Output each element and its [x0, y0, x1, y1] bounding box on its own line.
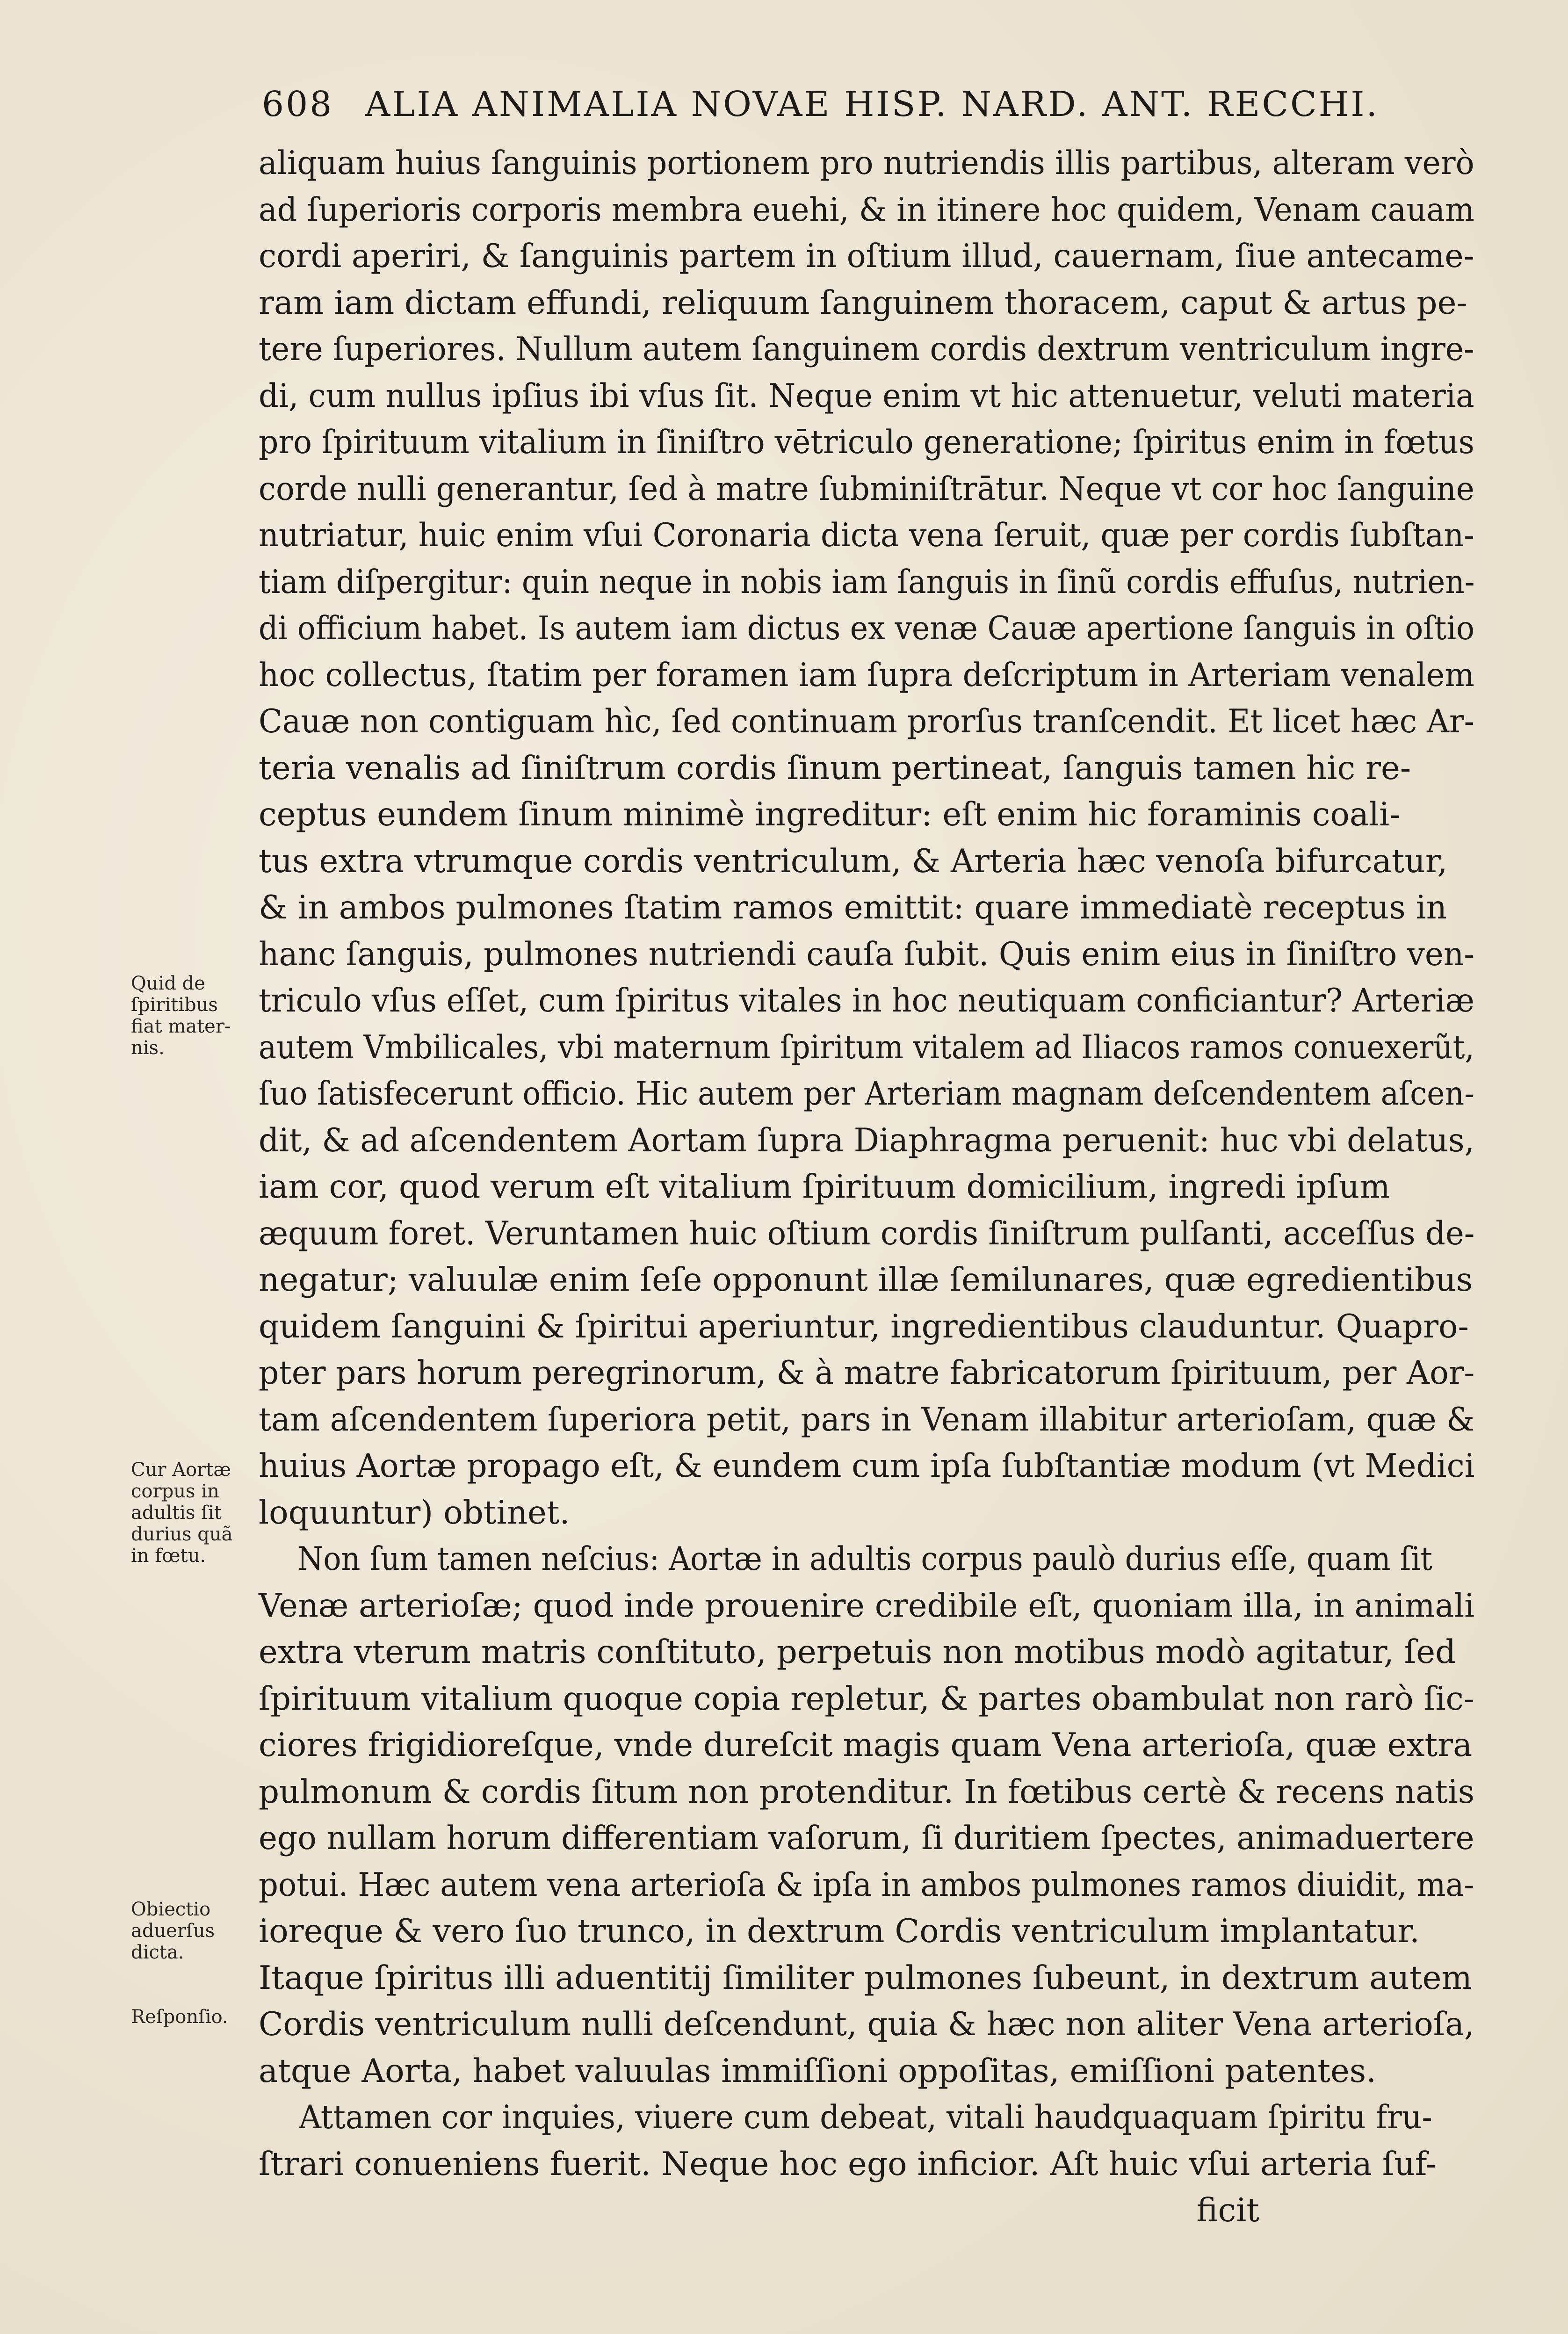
text-line: corde nulli generantur, ſed à matre ſubminiſtrātur. Neque vt cor hoc ſanguine [259, 470, 1474, 508]
margin-note-line: aduerſus [131, 1920, 215, 1942]
text-line: triculo vſus eſſet, cum ſpiritus vitales in hoc neutiquam conficiantur? Arteriæ [259, 982, 1474, 1019]
text-line: Venæ arterioſæ; quod inde prouenire credibile eſt, quoniam illa, in animali [259, 1587, 1475, 1625]
text-line: tam aſcendentem ſuperiora petit, pars in Venam illabitur arterioſam, quæ & [259, 1401, 1475, 1438]
margin-note-line: durius quã [131, 1524, 233, 1545]
margin-note-line: corpus in [131, 1481, 219, 1502]
text-line: Cordis ventriculum nulli deſcendunt, quia & hæc non aliter Vena arterioſa, [259, 2006, 1474, 2043]
page-number: 608 [262, 84, 334, 124]
body-text [259, 140, 1474, 2234]
text-line: di officium habet. Is autem iam dictus ex venæ Cauæ apertione ſanguis in oſtio [259, 610, 1475, 647]
text-line: loquuntur) obtinet. [259, 1494, 570, 1532]
text-line: pro ſpirituum vitalium in ſiniſtro vētriculo generatione; ſpiritus enim in fœtus [259, 424, 1474, 461]
margin-note-line: dicta. [131, 1942, 184, 1963]
margin-note-line: Cur Aortæ [131, 1459, 231, 1481]
text-line: autem Vmbilicales, vbi maternum ſpiritum vitalem ad Iliacos ramos conuexerũt, [259, 1028, 1474, 1066]
text-line: tiam diſpergitur: quin neque in nobis iam ſanguis in ſinũ cordis effuſus, nutrien- [259, 563, 1475, 601]
text-line: pulmonum & cordis ſitum non protenditur. In fœtibus certè & recens natis [259, 1773, 1475, 1811]
margin-note-obiectio [131, 1899, 253, 1963]
text-line: & in ambos pulmones ſtatim ramos emittit: quare immediatè receptus in [259, 889, 1447, 926]
text-line: tus extra vtrumque cordis ventriculum, & Arteria hæc venoſa bifurcatur, [259, 842, 1448, 880]
margin-note-cur-aortae [131, 1459, 253, 1567]
text-line: potui. Hæc autem vena arterioſa & ipſa in ambos pulmones ramos diuidit, ma- [259, 1866, 1474, 1904]
text-line: atque Aorta, habet valuulas immiſſioni oppoſitas, emiſſioni patentes. [259, 2052, 1377, 2090]
text-line: ſpirituum vitalium quoque copia repletur, & partes obambulat non rarò ſic- [259, 1680, 1474, 1718]
running-header [262, 84, 1422, 124]
text-line: æquum foret. Veruntamen huic oſtium cordis ſiniſtrum pulſanti, acceſſus de- [259, 1214, 1475, 1252]
margin-note-line: Quid de [131, 973, 205, 994]
text-line: hoc collectus, ſtatim per foramen iam ſupra deſcriptum in Arteriam venalem [259, 656, 1474, 694]
margin-note-responsio [131, 2006, 253, 2028]
text-line: extra vterum matris conſtituto, perpetuis non motibus modò agitatur, ſed [259, 1633, 1456, 1671]
text-line: quidem ſanguini & ſpiritui aperiuntur, ingredientibus clauduntur. Quapro- [259, 1308, 1469, 1345]
text-line: negatur; valuulæ enim ſeſe opponunt illæ ſemilunares, quæ egredientibus [259, 1261, 1473, 1299]
text-line: dit, & ad aſcendentem Aortam ſupra Diaphragma peruenit: huc vbi delatus, [259, 1121, 1475, 1159]
text-line: hanc ſanguis, pulmones nutriendi cauſa ſubit. Quis enim eius in ſiniſtro ven- [259, 935, 1475, 973]
text-line: pter pars horum peregrinorum, & à matre fabricatorum ſpirituum, per Aor- [259, 1354, 1475, 1392]
text-line: Non ſum tamen neſcius: Aortæ in adultis corpus paulò durius eſſe, quam ſit [297, 1540, 1433, 1578]
text-line: cordi aperiri, & ſanguinis partem in oſtium illud, cauernam, ſiue antecame- [259, 238, 1474, 275]
text-line: nutriatur, huic enim vſui Coronaria dicta vena ſeruit, quæ per cordis ſubſtan- [259, 517, 1474, 554]
text-line: huius Aortæ propago eſt, & eundem cum ipſa ſubſtantiæ modum (vt Medici [259, 1447, 1475, 1485]
text-line: ego nullam horum differentiam vaſorum, ſi duritiem ſpectes, animaduertere [259, 1820, 1474, 1857]
margin-note-line: in fœtu. [131, 1545, 206, 1567]
text-line: teria venalis ad ſiniſtrum cordis ſinum pertineat, ſanguis tamen hic re- [259, 749, 1411, 787]
margin-note-line: Reſponſio. [131, 2006, 228, 2028]
text-line: Attamen cor inquies, viuere cum debeat, vitali haudquaquam ſpiritu fru- [299, 2099, 1432, 2136]
running-title: ALIA ANIMALIA NOVAE HISP. NARD. ANT. RECCHI. [365, 84, 1379, 124]
text-line: tere ſuperiores. Nullum autem ſanguinem cordis dextrum ventriculum ingre- [259, 331, 1474, 368]
text-line: Itaque ſpiritus illi aduentitij ſimiliter pulmones ſubeunt, in dextrum autem [259, 1959, 1472, 1997]
margin-note-line: fiat mater- [131, 1016, 231, 1037]
catchword: ficit [1196, 2192, 1259, 2229]
text-line: di, cum nullus ipſius ibi vſus ſit. Neque enim vt hic attenuetur, veluti materia [259, 377, 1474, 415]
text-line: ſtrari conueniens fuerit. Neque hoc ego inficior. Aſt huic vſui arteria ſuf- [259, 2145, 1437, 2183]
text-line: iam cor, quod verum eſt vitalium ſpirituum domicilium, ingredi ipſum [259, 1168, 1390, 1206]
text-line: ceptus eundem ſinum minimè ingreditur: eſt enim hic foraminis coali- [259, 796, 1401, 833]
text-line: Cauæ non contiguam hìc, ſed continuam prorſus tranſcendit. Et licet hæc Ar- [259, 703, 1475, 740]
margin-note-line: adultis ſit [131, 1502, 222, 1524]
margin-note-line: ſpiritibus [131, 994, 218, 1016]
text-line: ram iam dictam effundi, reliquum ſanguinem thoracem, caput & artus pe- [259, 284, 1467, 322]
margin-note-line: Obiectio [131, 1899, 211, 1920]
text-line: ſuo ſatisfecerunt officio. Hic autem per Arteriam magnam deſcendentem aſcen- [259, 1075, 1474, 1113]
text-line: ciores frigidioreſque, vnde dureſcit magis quam Vena arterioſa, quæ extra [259, 1727, 1473, 1764]
text-line: ioreque & vero ſuo trunco, in dextrum Cordis ventriculum implantatur. [259, 1913, 1420, 1950]
margin-note-line: nis. [131, 1037, 165, 1059]
text-line: ad ſuperioris corporis membra euehi, & in itinere hoc quidem, Venam cauam [259, 191, 1475, 229]
text-line: aliquam huius ſanguinis portionem pro nutriendis illis partibus, alteram verò [259, 145, 1474, 182]
margin-note-spiritus-maternis [131, 973, 253, 1059]
